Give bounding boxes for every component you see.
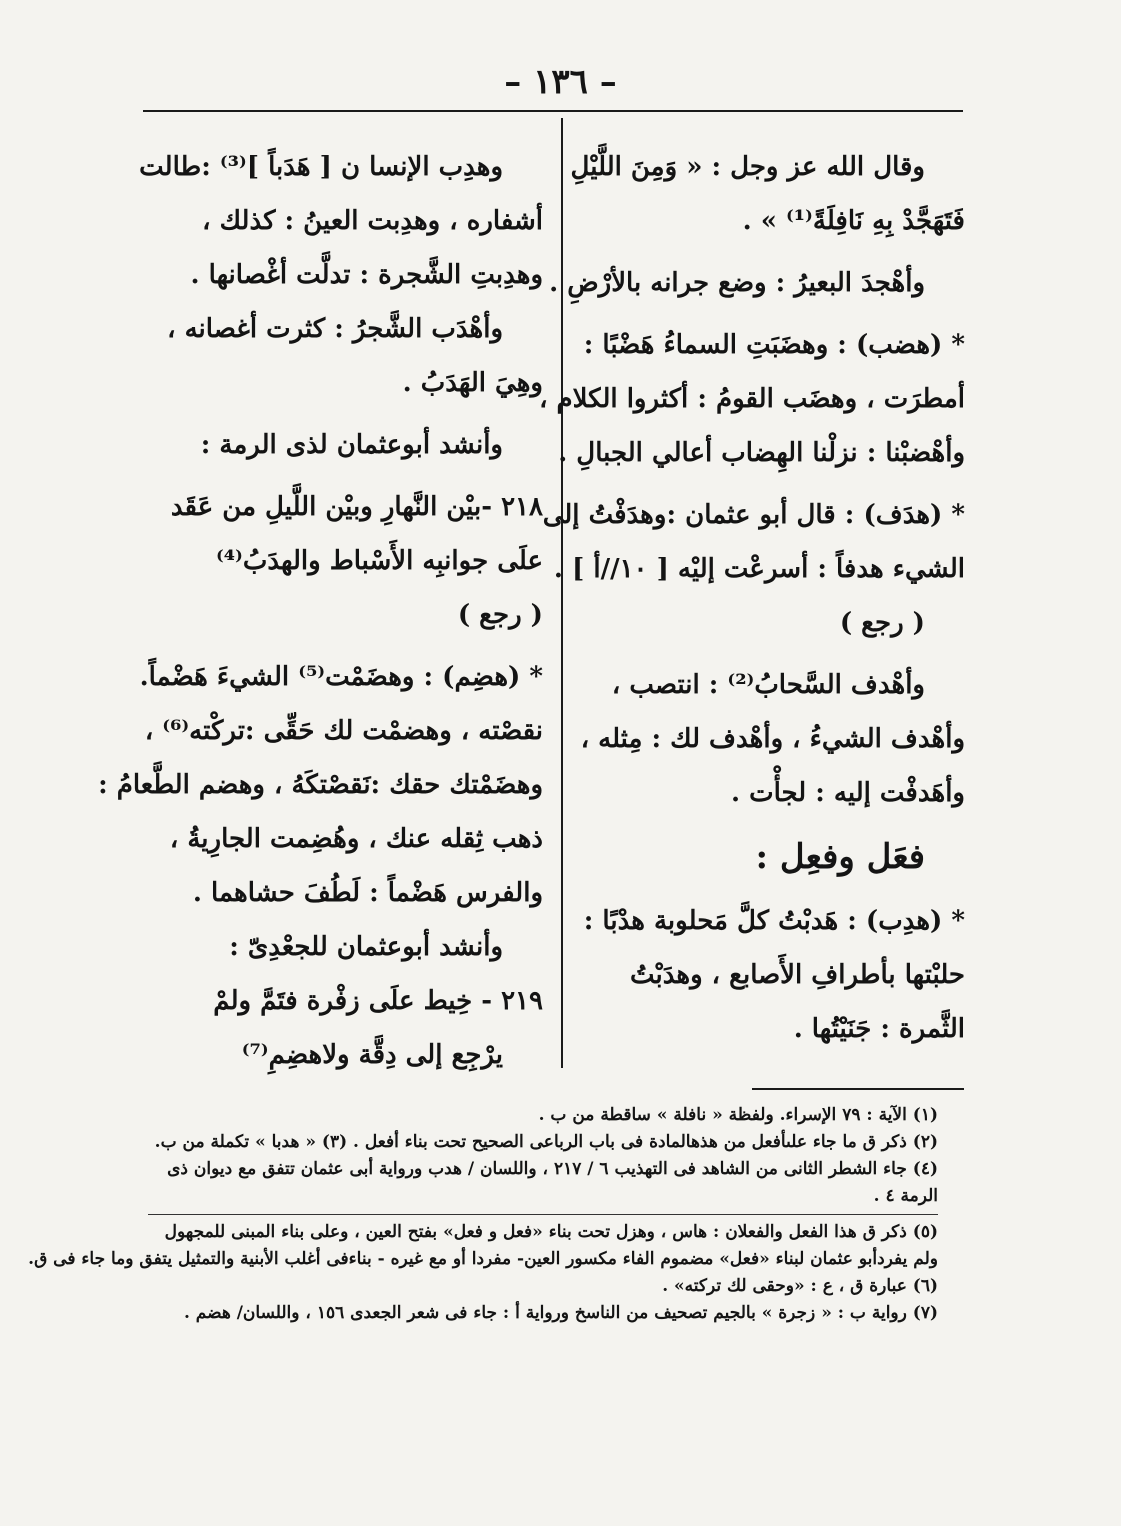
left-column-line: ذهب ثِقله عنك ، وهُضِمت الجارِيةُ ،: [169, 824, 543, 854]
page-number: – ١٣٦ –: [504, 62, 617, 102]
right-column-line: وأهْدف السَّحابُ⁽²⁾ : انتصب ،: [611, 670, 925, 700]
left-column-line: وهضَمْتك حقك :نَقصْتكَهُ ، وهضم الطَّعامُ :: [98, 770, 543, 800]
footnote-4-continued: الرمة ٤ .: [873, 1186, 938, 1206]
left-column-line: يرْجِع إلى دِقَّة ولاهضِمِ⁽⁷⁾: [241, 1040, 503, 1070]
left-column-line: والفرس هَضْماً : لَطُفَ حشاهما .: [192, 878, 543, 908]
right-column-line: وقال الله عز وجل : « وَمِنَ اللَّيْلِ: [570, 152, 925, 182]
right-column-line: فعَل وفعِل :: [755, 837, 925, 877]
right-column-line: وأهْجدَ البعيرُ : وضع جرانه بالأرْضِ .: [549, 268, 925, 298]
right-column-line: وأهْضبْنا : نزلْنا الهِضاب أعالي الجبالِ .: [558, 438, 965, 468]
footnote-4: (٤) جاء الشطر الثانى من الشاهد فى التهذيب ٦ / ٢١٧ ، واللسان / هدب ورواية أبى عثمان تتفق مع ديوان ذى: [167, 1159, 938, 1179]
left-column-line: وأهْدَب الشَّجرُ : كثرت أغصانه ،: [167, 314, 503, 344]
footnote-divider: [148, 1214, 938, 1215]
left-column-line: وهدِب الإنسا ن [ هَدَباً ]⁽³⁾ :طالت: [139, 152, 503, 182]
left-column-line: ٢١٨ -بيْن النَّهارِ وبيْن اللَّيلِ من عَقَد: [170, 492, 543, 522]
left-column-line: وهِيَ الهَدَبُ .: [402, 368, 543, 398]
footnote-2-3: (٢) ذكر ق ما جاء علىأفعل من هذهالمادة فى باب الرباعى الصحيح تحت بناء أفعل . (٣) « هدبا » تكملة من ب.: [154, 1132, 938, 1152]
right-column-line: وأهَدفْت إليه : لجأْت .: [731, 778, 965, 808]
left-column-line: وهدِبتِ الشَّجرة : تدلَّت أغْصانها .: [190, 260, 543, 290]
left-column-line: نقصْته ، وهضمْت لك حَقِّى :تركْته⁽⁶⁾ ،: [144, 716, 543, 746]
left-column-line: ( رجع ): [457, 600, 543, 630]
right-column-line: الثَّمرة : جَنَيْتُها .: [793, 1014, 965, 1044]
header-rule: [143, 110, 963, 112]
left-column-line: علَى جوانبِه الأَسْباط والهدَبُ⁽⁴⁾: [215, 546, 543, 576]
left-column: [98, 140, 543, 1082]
footnote-5: (٥) ذكر ق هذا الفعل والفعلان : هاس ، وهزل تحت بناء «فعل و فعل» بفتح العين ، وعلى بناء المبنى للمجهول: [164, 1222, 938, 1242]
right-column-line: فَتَهَجَّدْ بِهِ نَافِلَةً⁽¹⁾ » .: [742, 206, 965, 236]
left-column-line: * (هضِم) : وهضَمْت⁽⁵⁾ الشيءَ هَضْماً.: [139, 662, 543, 692]
left-column-line: وأنشد أبوعثمان للجعْدِىّ :: [229, 932, 503, 962]
right-column-line: الشيء هدفاً : أسرعْت إليْه [ ١٠//أ ] .: [553, 554, 965, 584]
left-column-line: أشفاره ، وهدِبت العينُ : كذلك ،: [202, 206, 543, 236]
right-column-line: * (هدِب) : هَدبْتُ كلَّ مَحلوبة هدْبًا :: [583, 906, 965, 936]
right-column-line: أمطرَت ، وهضَب القومُ : أكثروا الكلام ،: [539, 384, 965, 414]
right-column: [539, 140, 965, 1056]
left-column-line: وأنشد أبوعثمان لذى الرمة :: [200, 430, 503, 460]
right-column-line: ( رجع ): [839, 608, 925, 638]
right-column-line: وأهْدف الشيءُ ، وأهْدف لك : مِثله ،: [580, 724, 965, 754]
footnote-7: (٧) رواية ب : « زجرة » بالجيم تصحيف من الناسخ ورواية أ : جاء فى شعر الجعدى ١٥٦ ، واللسان/ هضم .: [183, 1303, 938, 1323]
footnote-6: (٦) عبارة ق ، ع : «وحقى لك تركته» .: [662, 1276, 938, 1296]
footnote-rule: [752, 1088, 964, 1090]
left-column-line: ٢١٩ - خِيط علَى زفْرة فتَمَّ ولمْ: [213, 986, 543, 1016]
right-column-line: * (هضب) : وهضَبَتِ السماءُ هَضْبًا :: [583, 330, 965, 360]
footnote-5-continued: ولم يفردأبو عثمان لبناء «فعل» مضموم الفاء مكسور العين- مفردا أو مع غيره - بناءفى أغلب الأبنية والتمثيل يتفق وما جاء فى ق.: [28, 1249, 938, 1269]
right-column-line: * (هدَف) : قال أبو عثمان :وهدَفْتُ إلى: [542, 500, 965, 530]
right-column-line: حلبْتها بأطرافِ الأَصابع ، وهدَبْتُ: [629, 960, 965, 990]
footnote-1: (١) الآية : ٧٩ الإسراء. ولفظة « نافلة » ساقطة من ب .: [538, 1105, 938, 1125]
footnotes: [28, 1102, 938, 1327]
